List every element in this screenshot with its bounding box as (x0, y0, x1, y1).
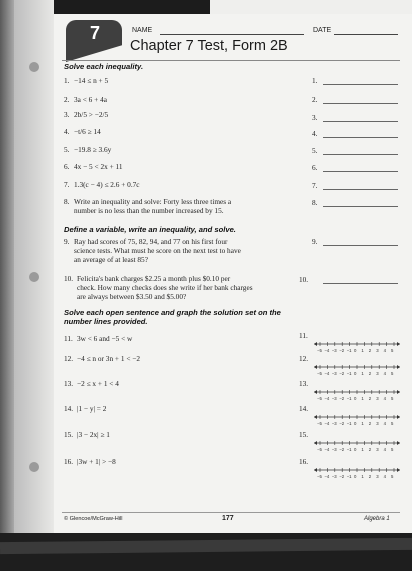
arrow-right-icon (397, 390, 400, 394)
tick-label: −5 (317, 396, 322, 401)
problem-text: −19.8 ≥ 3.6y (74, 145, 112, 154)
tick-label: −2 (339, 371, 345, 376)
tick-label: 0 (354, 371, 357, 376)
problem-number: 7. (64, 180, 70, 189)
problem-text: Felicita's bank charges $2.25 a month plus $0.10 per (77, 274, 231, 283)
problem-item (64, 334, 300, 343)
tick-label: −3 (331, 348, 337, 353)
footer-divider (62, 512, 400, 513)
problem-text: −2 ≤ x + 1 < 4 (77, 379, 119, 388)
chapter-number: 7 (89, 23, 100, 43)
tick-label: −3 (331, 371, 337, 376)
answer-blank[interactable] (323, 121, 398, 122)
answer-blank[interactable] (323, 103, 398, 104)
problem-text-continued: an average of at least 85? (74, 255, 148, 264)
scan-edge-top-page (210, 0, 412, 14)
problem-item (64, 404, 300, 413)
tick-label: −1 (346, 396, 352, 401)
tick-label: 5 (391, 348, 394, 353)
tick-label: 3 (376, 396, 379, 401)
tick-label: −2 (339, 396, 345, 401)
tick-label: 5 (391, 421, 394, 426)
answer-label: 6. (312, 163, 318, 172)
problem-number: 9. (64, 237, 70, 246)
problem-text: 1.3(c − 4) ≤ 2.6 + 0.7c (74, 180, 140, 189)
number-line[interactable] (314, 465, 400, 485)
problem-text: |3 − 2x| ≥ 1 (77, 430, 110, 439)
tick-label: −3 (331, 396, 337, 401)
tick-label: −2 (339, 474, 345, 479)
tick-label: 0 (354, 447, 357, 452)
problem-number: 8. (64, 197, 70, 206)
tick-label: −1 (346, 447, 352, 452)
answer-label: 3. (312, 113, 318, 122)
problem-text-continued: check. How many checks does she write if her bank charges (77, 283, 253, 292)
problem-text: 3a < 6 + 4a (74, 95, 107, 104)
name-field-line[interactable] (160, 34, 304, 35)
problem-text: −t/6 ≥ 14 (74, 127, 101, 136)
tick-label: 1 (361, 447, 364, 452)
tick-label: 2 (368, 447, 372, 452)
problem-number: 5. (64, 145, 70, 154)
tick-label: 0 (354, 474, 357, 479)
tick-label: 2 (368, 474, 372, 479)
problem-item (64, 145, 300, 154)
answer-label: 10. (299, 275, 309, 284)
section-heading: Solve each inequality. (64, 62, 144, 71)
problem-text-continued: science tests. What must he score on the next test to have (74, 246, 241, 255)
problem-item (64, 457, 300, 466)
binding-spine (14, 0, 54, 571)
answer-blank[interactable] (323, 154, 398, 155)
answer-label: 16. (299, 457, 309, 466)
problem-item (64, 430, 300, 439)
tick-label: −4 (324, 474, 330, 479)
tick-label: −5 (317, 474, 322, 479)
arrow-right-icon (397, 415, 400, 419)
answer-label: 13. (299, 379, 309, 388)
problem-item (64, 162, 300, 171)
problem-number: 14. (64, 404, 74, 413)
arrow-left-icon (314, 365, 317, 369)
problem-text: Write an inequality and solve: Forty less three times a (74, 197, 232, 206)
tick-label: 4 (383, 348, 386, 353)
problem-number: 3. (64, 110, 70, 119)
footer-course: Algebra 1 (364, 516, 390, 522)
problem-text: 4x − 5 < 2x + 11 (74, 162, 123, 171)
problem-number: 1. (64, 76, 70, 85)
answer-label: 15. (299, 430, 309, 439)
footer-copyright: © Glencoe/McGraw-Hill (64, 516, 123, 522)
binder-hole (29, 62, 39, 72)
tick-label: −4 (324, 447, 330, 452)
answer-label: 1. (312, 76, 318, 85)
problem-text: 3w < 6 and −5 < w (77, 334, 133, 343)
answer-label: 12. (299, 354, 309, 363)
tick-label: −3 (331, 421, 337, 426)
tick-label: 2 (368, 421, 372, 426)
scan-edge-left (0, 0, 14, 571)
arrow-right-icon (397, 468, 400, 472)
answer-blank[interactable] (323, 206, 398, 207)
problem-item (64, 180, 300, 189)
tick-label: 4 (383, 371, 386, 376)
tick-label: 2 (368, 371, 372, 376)
answer-label: 4. (312, 129, 318, 138)
problem-item (64, 127, 300, 136)
answer-label: 8. (312, 198, 318, 207)
tick-label: −1 (346, 421, 352, 426)
tick-label: −5 (317, 371, 322, 376)
answer-blank[interactable] (323, 189, 398, 190)
answer-blank[interactable] (323, 137, 398, 138)
tick-label: −1 (346, 371, 352, 376)
arrow-left-icon (314, 342, 317, 346)
tick-label: 0 (354, 348, 357, 353)
page-title: Chapter 7 Test, Form 2B (130, 38, 288, 54)
tick-label: 3 (376, 348, 379, 353)
tick-label: 4 (383, 421, 386, 426)
tick-label: −3 (331, 447, 337, 452)
tick-label: 5 (391, 447, 394, 452)
number-line[interactable] (314, 438, 400, 458)
problem-number: 16. (64, 457, 74, 466)
problem-number: 10. (64, 274, 74, 283)
answer-label: 14. (299, 404, 309, 413)
arrow-right-icon (397, 342, 400, 346)
tick-label: −4 (324, 348, 330, 353)
name-label: NAME (132, 27, 153, 34)
problem-number: 11. (64, 334, 73, 343)
tick-label: 3 (376, 447, 379, 452)
problem-item (64, 110, 300, 119)
problem-text: |3w + 1| > −8 (77, 457, 116, 466)
tick-label: 3 (376, 421, 379, 426)
problem-item (64, 237, 300, 264)
problem-number: 6. (64, 162, 70, 171)
problem-number: 4. (64, 127, 70, 136)
date-field-line[interactable] (334, 34, 398, 35)
tick-label: −4 (324, 396, 330, 401)
problem-item (64, 76, 300, 85)
answer-blank[interactable] (323, 245, 398, 246)
tick-label: 3 (376, 474, 379, 479)
problem-item (64, 354, 300, 363)
answer-label: 9. (312, 237, 318, 246)
arrow-left-icon (314, 468, 317, 472)
number-line[interactable] (314, 339, 400, 359)
answer-label: 11. (299, 331, 308, 340)
tick-label: 1 (361, 348, 364, 353)
tick-label: 4 (383, 396, 386, 401)
arrow-left-icon (314, 415, 317, 419)
problem-text: −4 ≤ n or 3n + 1 < −2 (77, 354, 141, 363)
answer-label: 7. (312, 181, 318, 190)
problem-text: 2b/5 > −2/5 (74, 110, 109, 119)
tick-label: −1 (346, 348, 352, 353)
tick-label: 0 (354, 396, 357, 401)
problem-item (64, 274, 300, 301)
tick-label: 5 (391, 371, 394, 376)
section-heading: Define a variable, write an inequality, and solve. (64, 225, 236, 234)
page-number: 177 (222, 515, 234, 522)
number-line[interactable] (314, 387, 400, 407)
tick-label: −2 (339, 421, 345, 426)
tick-label: 3 (376, 371, 379, 376)
problem-number: 2. (64, 95, 70, 104)
binder-hole (29, 272, 39, 282)
tick-label: 1 (361, 421, 364, 426)
problem-item (64, 197, 300, 215)
title-divider (62, 60, 400, 61)
date-label: DATE (313, 27, 332, 34)
tick-label: −1 (346, 474, 352, 479)
problem-text: |1 − y| = 2 (77, 404, 107, 413)
tick-label: 4 (383, 447, 386, 452)
tick-label: −5 (317, 421, 322, 426)
arrow-right-icon (397, 365, 400, 369)
tick-label: 0 (354, 421, 357, 426)
problem-text: −14 ≤ n + 5 (74, 76, 109, 85)
problem-text: Ray had scores of 75, 82, 94, and 77 on his first four (74, 237, 228, 246)
number-line[interactable] (314, 412, 400, 432)
tick-label: 2 (368, 396, 372, 401)
tick-label: −5 (317, 447, 322, 452)
tick-label: 2 (368, 348, 372, 353)
tick-label: −4 (324, 371, 330, 376)
answer-label: 5. (312, 146, 318, 155)
tick-label: 1 (361, 396, 364, 401)
tick-label: −4 (324, 421, 330, 426)
tick-label: 1 (361, 474, 364, 479)
tick-label: −3 (331, 474, 337, 479)
problem-number: 13. (64, 379, 74, 388)
problem-number: 15. (64, 430, 74, 439)
answer-label: 2. (312, 95, 318, 104)
answer-blank[interactable] (323, 84, 398, 85)
tick-label: 5 (391, 396, 394, 401)
problem-text-continued: number is no less than the number increased by 15. (74, 206, 224, 215)
problem-number: 12. (64, 354, 74, 363)
tick-label: 4 (383, 474, 386, 479)
number-line[interactable] (314, 362, 400, 382)
arrow-left-icon (314, 441, 317, 445)
problem-text-continued: are always between $3.50 and $5.00? (77, 292, 187, 301)
tick-label: −2 (339, 447, 345, 452)
problem-item (64, 379, 300, 388)
binder-hole (29, 462, 39, 472)
answer-blank[interactable] (323, 283, 398, 284)
arrow-right-icon (397, 441, 400, 445)
tick-label: −5 (317, 348, 322, 353)
tick-label: −2 (339, 348, 345, 353)
tick-label: 1 (361, 371, 364, 376)
answer-blank[interactable] (323, 171, 398, 172)
arrow-left-icon (314, 390, 317, 394)
problem-item (64, 95, 300, 104)
section-heading: Solve each open sentence and graph the solution set on the number lines provided. (64, 308, 281, 326)
tick-label: 5 (391, 474, 394, 479)
